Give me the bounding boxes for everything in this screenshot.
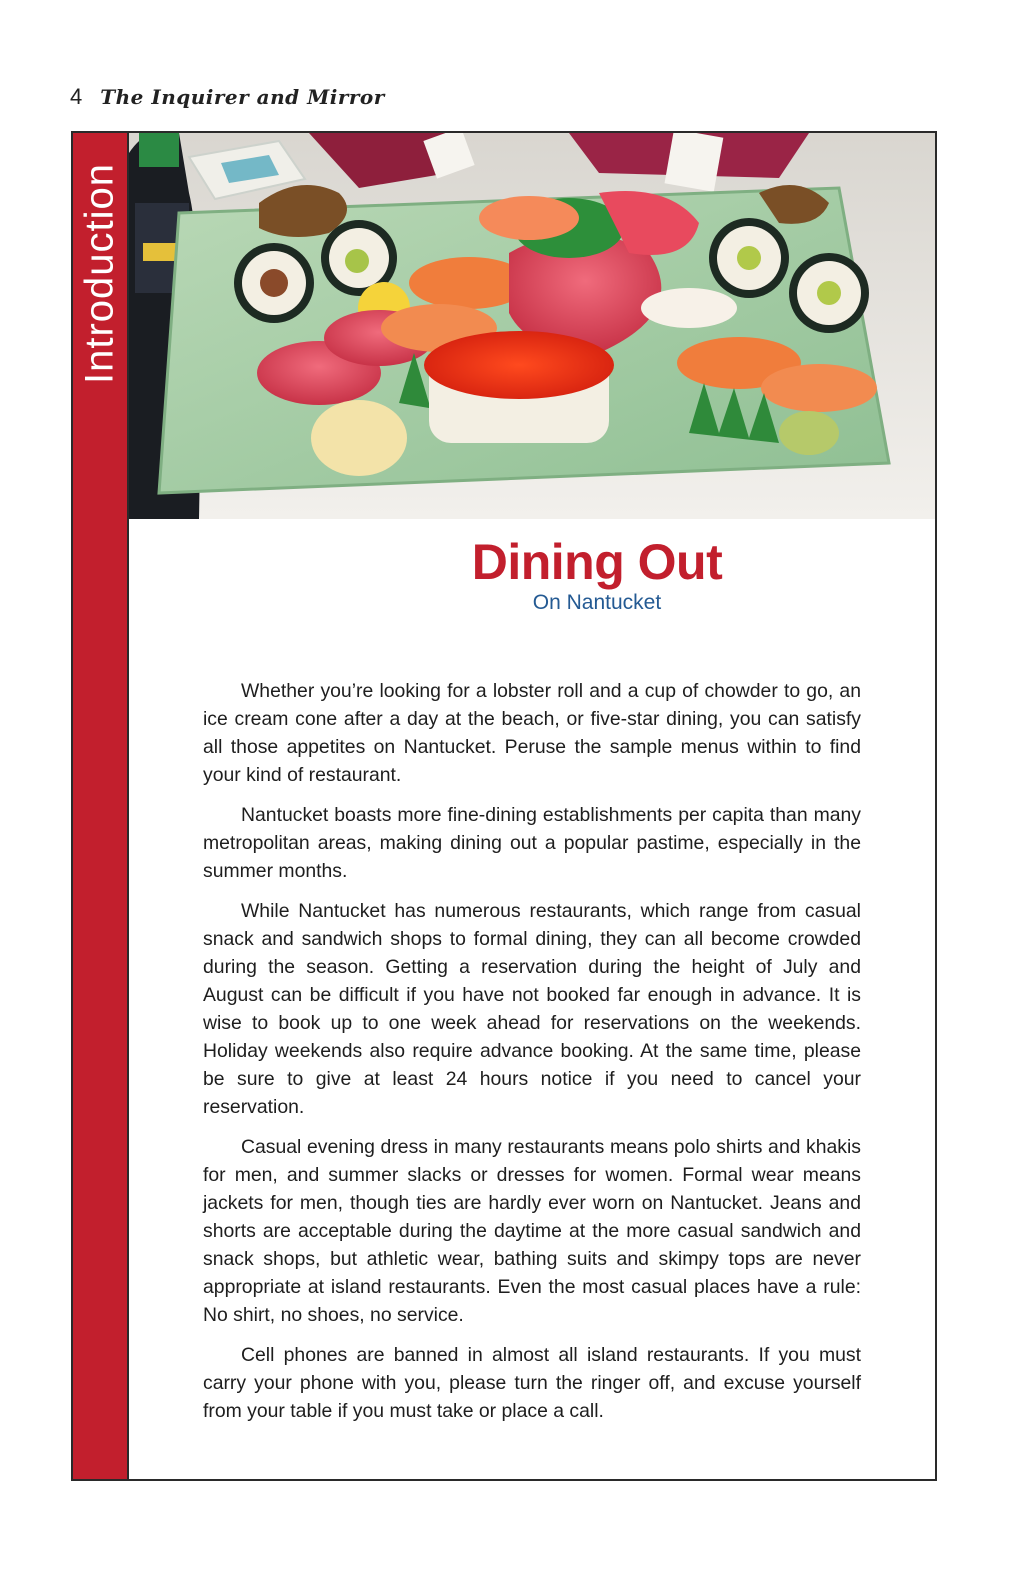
page-number: 4 xyxy=(70,84,83,109)
publication-name: The Inquirer and Mirror xyxy=(100,85,385,109)
article-title: Dining Out xyxy=(471,534,723,590)
paragraph: Casual evening dress in many restaurants means polo shirts and khakis for men, and summer slacks or dresses for women. Formal wear means jackets for men, though ties are hardly ever worn on Nantucket. Jeans and shorts are acceptable during the daytime at the more casual sandwich and snack shops, but athletic wear, bathing suits and skimpy tops are never appropriate at island restaurants. Even the most casual places have a rule: No shirt, no shoes, no service. xyxy=(203,1136,861,1326)
section-tab-label: Introduction xyxy=(77,163,122,385)
running-header xyxy=(70,84,385,118)
section-tab xyxy=(73,133,129,1479)
title-block xyxy=(129,535,935,615)
page-frame xyxy=(71,131,937,1481)
paragraph: Cell phones are banned in almost all island restaurants. If you must carry your phone with you, please turn the ringer off, and excuse yourself from your table if you must take or place a call. xyxy=(203,1344,861,1422)
article-body xyxy=(203,677,861,1437)
paragraph: Whether you’re looking for a lobster roll and a cup of chowder to go, an ice cream cone after a day at the beach, or five-star dining, you can satisfy all those appetites on Nantucket. Peruse the sample menus within to find your kind of restaurant. xyxy=(203,680,861,786)
hero-photo xyxy=(129,133,935,519)
paragraph: While Nantucket has numerous restaurants, which range from casual snack and sandwich shops to formal dining, they can all become crowded during the season. Getting a reservation during the height of July and August can be difficult if you have not booked far enough in advance. It is wise to book up to one week ahead for reservations on the weekends. Holiday weekends also require advance booking. At the same time, please be sure to give at least 24 hours notice if you need to cancel your reservation. xyxy=(203,900,861,1118)
sushi-platter-icon xyxy=(129,133,935,519)
article-subtitle: On Nantucket xyxy=(532,591,662,614)
paragraph: Nantucket boasts more fine-dining establishments per capita than many metropolitan areas, making dining out a popular pastime, especially in the summer months. xyxy=(203,804,861,882)
